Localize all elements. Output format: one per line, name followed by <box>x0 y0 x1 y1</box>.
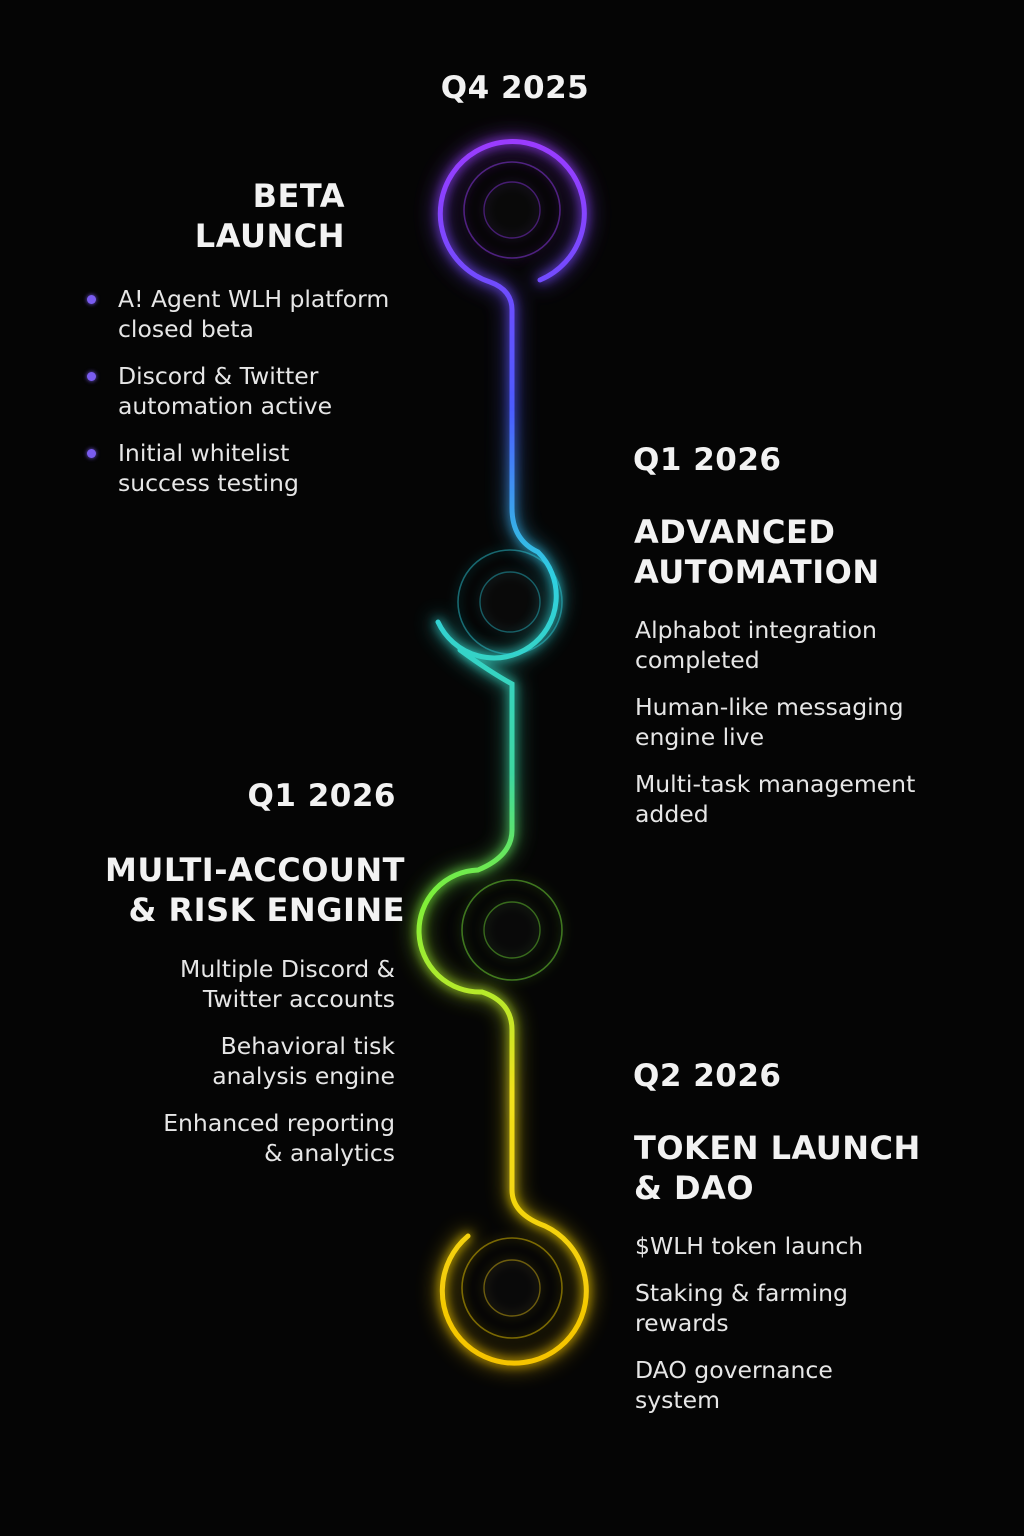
milestone-item-line: Alphabot integration <box>635 616 877 644</box>
milestone-item-line: analysis engine <box>212 1062 395 1090</box>
milestone-item-line: DAO governance <box>635 1356 833 1384</box>
milestone-item-line: Enhanced reporting <box>163 1109 395 1137</box>
milestone-item-line: & analytics <box>264 1139 395 1167</box>
milestone-item <box>635 1278 965 1338</box>
milestone-date: Q4 2025 <box>440 70 590 106</box>
milestone-item-line: A! Agent WLH platform <box>118 285 390 313</box>
milestone-title <box>80 176 345 256</box>
milestone-item <box>90 1031 395 1091</box>
milestone-title-line: TOKEN LAUNCH <box>634 1129 921 1167</box>
milestone-item <box>118 284 438 344</box>
milestone-item-line: Behavioral tisk <box>220 1032 395 1060</box>
milestone-title-line: BETA <box>252 177 345 215</box>
milestone-item <box>635 615 965 675</box>
milestone-item <box>635 1355 965 1415</box>
milestone-item-line: Discord & Twitter <box>118 362 319 390</box>
milestone-date: Q1 2026 <box>247 778 396 814</box>
milestone-title <box>60 850 405 930</box>
milestone-item-line: engine live <box>635 723 765 751</box>
milestone-ring-inner <box>484 182 540 238</box>
timeline-path-glow <box>419 142 586 1364</box>
milestone-item-line: Multiple Discord & <box>180 955 395 983</box>
timeline-path <box>419 142 586 1364</box>
bullet-dot <box>87 372 96 381</box>
milestone-title-line: & DAO <box>634 1169 755 1207</box>
milestone-items <box>90 954 395 1185</box>
milestone-items <box>635 615 965 846</box>
bullet-dot <box>87 295 96 304</box>
milestone-title-line: AUTOMATION <box>634 553 880 591</box>
milestone-item-line: added <box>635 800 709 828</box>
milestone-item <box>118 361 438 421</box>
milestone-item <box>635 692 965 752</box>
milestone-item-line: closed beta <box>118 315 254 343</box>
milestone-title-line: & RISK ENGINE <box>128 891 405 929</box>
milestone-item <box>118 438 438 498</box>
milestone-title <box>634 512 934 592</box>
milestone-items <box>118 284 438 515</box>
milestone-item-line: completed <box>635 646 760 674</box>
milestone-item-line: Twitter accounts <box>202 985 395 1013</box>
milestone-item-line: Staking & farming <box>635 1279 848 1307</box>
milestone-title-line: MULTI-ACCOUNT <box>105 851 405 889</box>
milestone-item-line: Initial whitelist <box>118 439 290 467</box>
milestone-item-line: Human-like messaging <box>635 693 904 721</box>
milestone-item-line: $WLH token launch <box>635 1232 864 1260</box>
milestone-item <box>90 954 395 1014</box>
bullet-dot <box>87 449 96 458</box>
milestone-item <box>635 769 965 829</box>
milestone-item-line: rewards <box>635 1309 729 1337</box>
milestone-item-line: automation active <box>118 392 333 420</box>
milestone-item <box>635 1231 965 1261</box>
milestone-item-line: success testing <box>118 469 299 497</box>
milestone-items <box>635 1231 965 1432</box>
milestone-ring-inner <box>480 572 540 632</box>
milestone-title-line: ADVANCED <box>634 513 836 551</box>
milestone-date: Q1 2026 <box>633 442 782 478</box>
milestone-ring-inner <box>484 1260 540 1316</box>
milestone-item <box>90 1108 395 1168</box>
milestone-date: Q2 2026 <box>633 1058 782 1094</box>
milestone-item-line: Multi-task management <box>635 770 916 798</box>
milestone-title <box>634 1128 934 1208</box>
milestone-title-line: LAUNCH <box>194 217 345 255</box>
milestone-ring-inner <box>484 902 540 958</box>
milestone-item-line: system <box>635 1386 720 1414</box>
